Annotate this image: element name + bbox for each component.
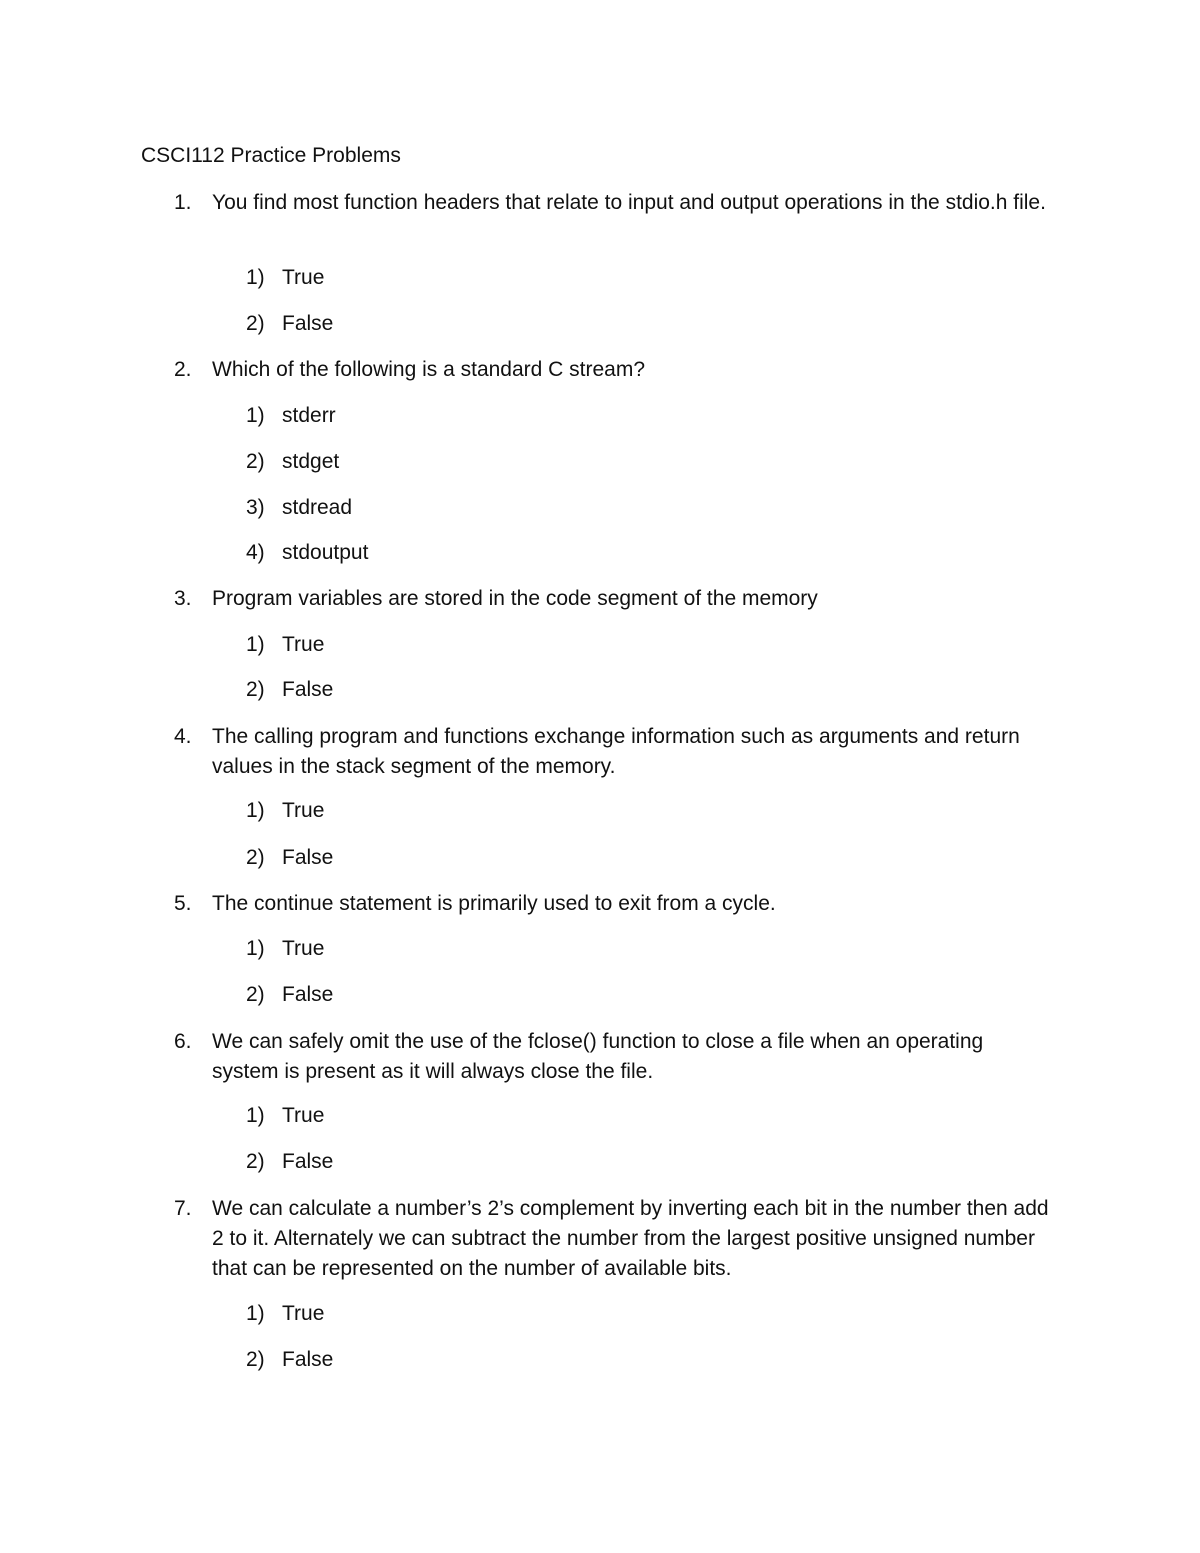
option-number: 1): [246, 266, 265, 289]
option-text: True: [282, 1104, 325, 1127]
question-4-option-2: [246, 844, 333, 872]
option-number: 2): [246, 1150, 265, 1173]
option-text: True: [282, 937, 325, 960]
question-2-option-3: [246, 494, 352, 522]
option-text: False: [282, 1348, 334, 1371]
option-number: 1): [246, 1302, 265, 1325]
question-text: You find most function headers that relate to input and output operations in the stdio.h file.: [212, 191, 1046, 214]
document-title: CSCI112 Practice Problems: [141, 144, 401, 167]
question-text: The continue statement is primarily used to exit from a cycle.: [212, 892, 776, 915]
question-text: We can calculate a number’s 2’s complement by inverting each bit in the number then add 2 to it. Alternately we can subtract the number from the largest positive unsigned number that can be represented on the number of available bits.: [212, 1197, 1049, 1280]
option-number: 1): [246, 633, 265, 656]
option-text: True: [282, 633, 325, 656]
question-1-option-1: [246, 264, 324, 292]
option-text: False: [282, 1150, 334, 1173]
question-number: 5.: [174, 892, 192, 915]
option-number: 2): [246, 846, 265, 869]
question-text: The calling program and functions exchange information such as arguments and return values in the stack segment of the memory.: [212, 725, 1020, 778]
question-6-option-1: [246, 1102, 324, 1130]
question-2-option-1: [246, 402, 336, 430]
option-text: False: [282, 983, 334, 1006]
option-text: False: [282, 678, 334, 701]
option-number: 1): [246, 799, 265, 822]
question-7-option-2: [246, 1346, 333, 1374]
question-1-option-2: [246, 310, 333, 338]
question-6-option-2: [246, 1148, 333, 1176]
option-number: 1): [246, 404, 265, 427]
option-number: 2): [246, 678, 265, 701]
option-number: 1): [246, 937, 265, 960]
question-text: Which of the following is a standard C stream?: [212, 358, 646, 381]
option-number: 4): [246, 541, 265, 564]
option-text: False: [282, 312, 334, 335]
question-number: 1.: [174, 191, 192, 214]
option-number: 2): [246, 450, 265, 473]
option-number: 1): [246, 1104, 265, 1127]
question-number: 2.: [174, 358, 192, 381]
option-text: stdread: [282, 496, 353, 519]
option-text: stdoutput: [282, 541, 369, 564]
question-number: 3.: [174, 587, 192, 610]
question-5-option-1: [246, 935, 324, 963]
question-2-option-2: [246, 448, 339, 476]
question-4-option-1: [246, 797, 324, 825]
question-2-option-4: [246, 539, 368, 567]
question-5-option-2: [246, 981, 333, 1009]
question-number: 7.: [174, 1197, 192, 1220]
question-3-option-2: [246, 676, 333, 704]
option-text: True: [282, 799, 325, 822]
question-3-option-1: [246, 631, 324, 659]
question-number: 6.: [174, 1030, 192, 1053]
option-text: stdget: [282, 450, 340, 473]
question-text: Program variables are stored in the code segment of the memory: [212, 587, 818, 610]
option-text: True: [282, 1302, 325, 1325]
option-number: 2): [246, 312, 265, 335]
option-text: True: [282, 266, 325, 289]
question-7-option-1: [246, 1300, 324, 1328]
option-number: 3): [246, 496, 265, 519]
option-text: stderr: [282, 404, 336, 427]
option-number: 2): [246, 1348, 265, 1371]
option-number: 2): [246, 983, 265, 1006]
option-text: False: [282, 846, 334, 869]
question-number: 4.: [174, 725, 192, 748]
question-text: We can safely omit the use of the fclose() function to close a file when an operating system is present as it will always close the file.: [212, 1030, 984, 1083]
